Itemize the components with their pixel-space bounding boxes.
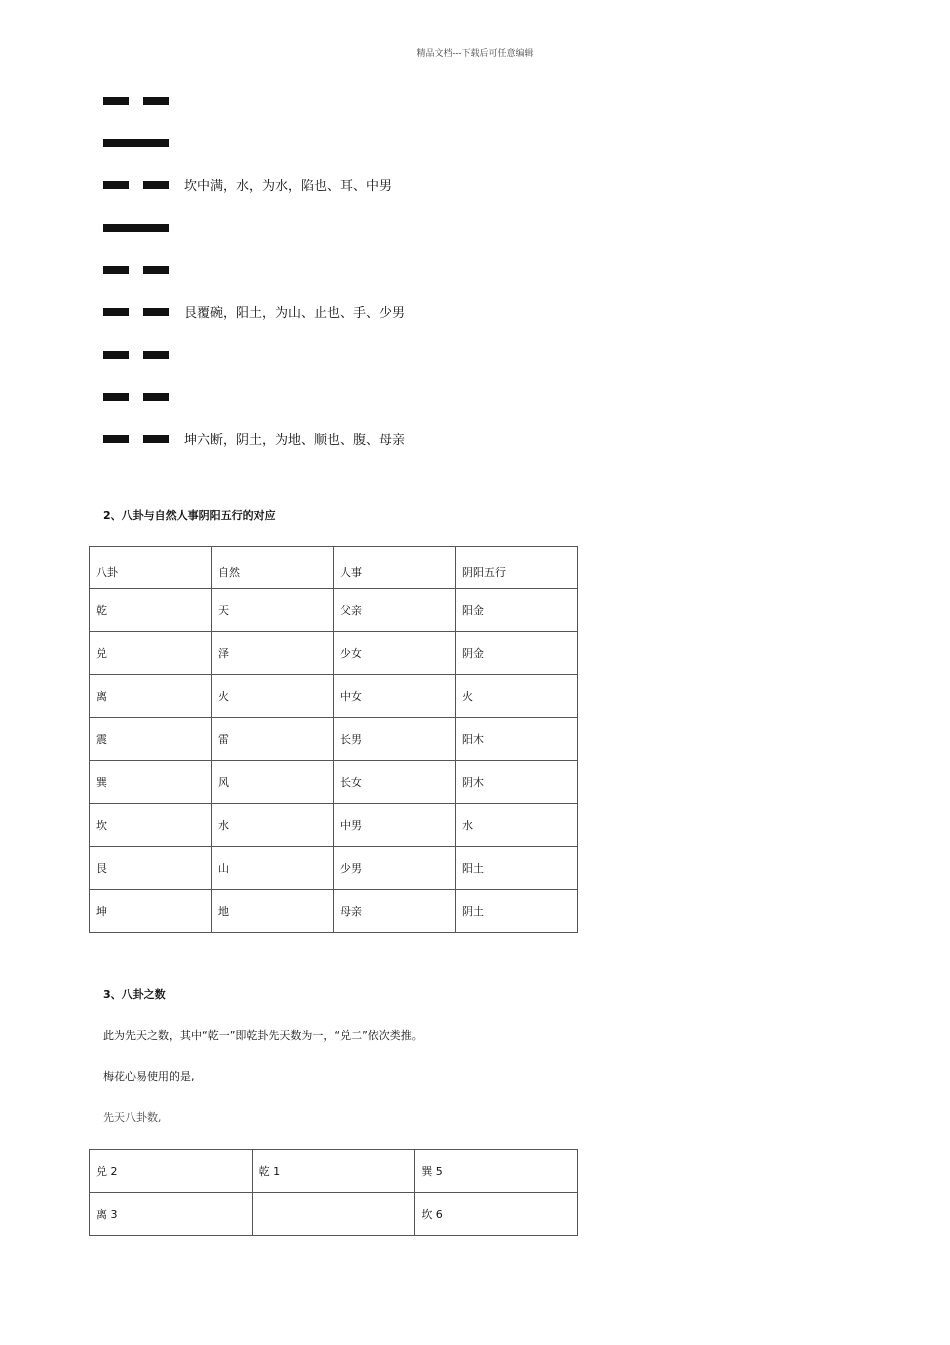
page-header: 精品文档---下载后可任意编辑 — [416, 49, 534, 59]
table-cell: 母亲 — [334, 890, 456, 933]
table-cell: 少男 — [334, 847, 456, 890]
table-cell: 离 — [90, 675, 212, 718]
section-3-paragraph: 梅花心易使用的是, — [103, 1070, 195, 1083]
section-3-paragraph: 先天八卦数, — [103, 1111, 162, 1124]
table-header-row — [90, 547, 578, 589]
table-cell: 兑 2 — [90, 1150, 253, 1193]
table-cell — [252, 1193, 415, 1236]
trigram-line-yin — [103, 265, 169, 274]
table-cell: 泽 — [212, 632, 334, 675]
table-cell: 艮 — [90, 847, 212, 890]
table-cell: 阴木 — [456, 761, 578, 804]
table-cell: 阴土 — [456, 890, 578, 933]
table-cell: 兑 — [90, 632, 212, 675]
table-cell: 水 — [456, 804, 578, 847]
table-cell: 阳土 — [456, 847, 578, 890]
trigram-line-yin — [103, 307, 169, 316]
trigram-line-yin — [103, 180, 169, 189]
table-cell: 坤 — [90, 890, 212, 933]
table-cell: 山 — [212, 847, 334, 890]
trigram-line-yin — [103, 392, 169, 401]
trigram-line-yin — [103, 350, 169, 359]
xiantian-numbers-table — [89, 1149, 578, 1236]
trigram-description-kun: 坤六断，阴土，为地、顺也、腹、母亲 — [184, 433, 406, 448]
table-cell: 震 — [90, 718, 212, 761]
table-cell: 父亲 — [334, 589, 456, 632]
table-row — [90, 675, 578, 718]
table-row — [90, 1150, 578, 1193]
section-3-title: 3、八卦之数 — [103, 988, 166, 1001]
table-cell: 地 — [212, 890, 334, 933]
table-cell: 天 — [212, 589, 334, 632]
table-row — [90, 804, 578, 847]
table-cell: 火 — [212, 675, 334, 718]
trigram-description-gen: 艮覆碗，阳土，为山、止也、手、少男 — [184, 306, 406, 321]
table-header-cell: 八卦 — [90, 547, 212, 589]
table-cell: 水 — [212, 804, 334, 847]
table-header-cell: 自然 — [212, 547, 334, 589]
table-cell: 中男 — [334, 804, 456, 847]
table-row — [90, 632, 578, 675]
section-3-paragraph: 此为先天之数，其中“乾一”即乾卦先天数为一，“兑二”依次类推。 — [103, 1029, 423, 1042]
table-row — [90, 1193, 578, 1236]
table-cell: 坎 6 — [415, 1193, 578, 1236]
trigram-line-yang — [103, 223, 169, 232]
table-cell: 乾 — [90, 589, 212, 632]
table-row — [90, 890, 578, 933]
table-cell: 巽 — [90, 761, 212, 804]
table-header-cell: 人事 — [334, 547, 456, 589]
table-cell: 少女 — [334, 632, 456, 675]
table-cell: 中女 — [334, 675, 456, 718]
section-2-title: 2、八卦与自然人事阴阳五行的对应 — [103, 509, 276, 522]
table-row — [90, 847, 578, 890]
table-row — [90, 718, 578, 761]
trigram-line-yin — [103, 434, 169, 443]
table-cell: 巽 5 — [415, 1150, 578, 1193]
table-cell: 长男 — [334, 718, 456, 761]
table-cell: 阴金 — [456, 632, 578, 675]
table-header-cell: 阴阳五行 — [456, 547, 578, 589]
table-cell: 离 3 — [90, 1193, 253, 1236]
table-cell: 风 — [212, 761, 334, 804]
table-row — [90, 589, 578, 632]
trigram-line-yin — [103, 96, 169, 105]
trigram-description-kan: 坎中满，水，为水，陷也、耳、中男 — [184, 179, 393, 194]
table-cell: 坎 — [90, 804, 212, 847]
table-cell: 雷 — [212, 718, 334, 761]
bagua-correspondence-table — [89, 546, 578, 933]
table-cell: 火 — [456, 675, 578, 718]
table-cell: 乾 1 — [252, 1150, 415, 1193]
trigram-line-yang — [103, 138, 169, 147]
table-cell: 阳木 — [456, 718, 578, 761]
table-cell: 长女 — [334, 761, 456, 804]
table-row — [90, 761, 578, 804]
table-cell: 阳金 — [456, 589, 578, 632]
